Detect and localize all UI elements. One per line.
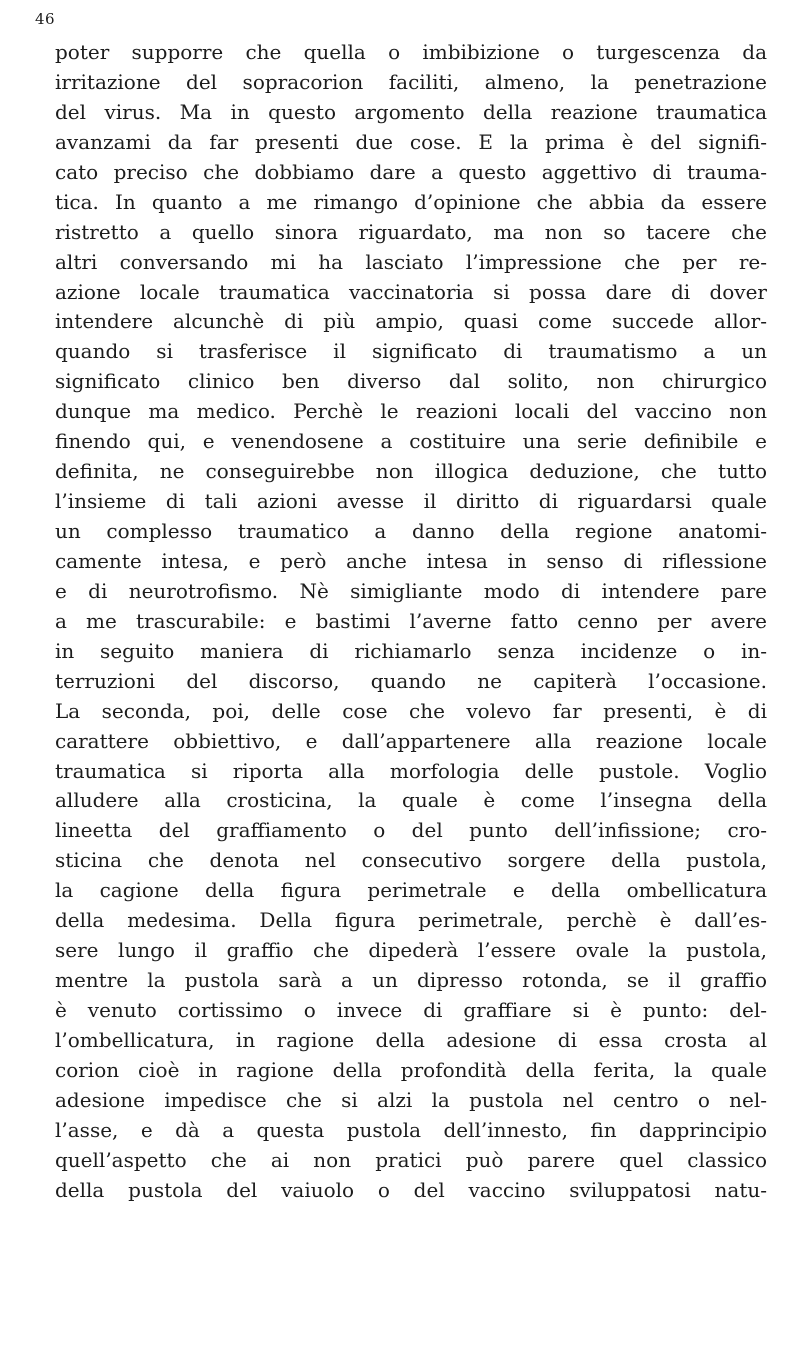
text-line: e di neurotrofismo. Nè simigliante modo di intendere pare bbox=[55, 578, 767, 603]
text-line: a me trascurabile: e bastimi l’averne fatto cenno per avere bbox=[55, 608, 767, 633]
text-line: tica. In quanto a me rimango d’opinione che abbia da essere bbox=[55, 189, 767, 214]
text-line: ristretto a quello sinora riguardato, ma non so tacere che bbox=[55, 219, 767, 244]
text-line: definita, ne conseguirebbe non illogica deduzione, che tutto bbox=[55, 459, 767, 484]
text-line: mentre la pustola sarà a un dipresso rotonda, se il graffio bbox=[55, 968, 767, 993]
text-line: traumatica si riporta alla morfologia delle pustole. Voglio bbox=[55, 758, 767, 783]
text-line: l’ombellicatura, in ragione della adesione di essa crosta al bbox=[55, 1027, 767, 1052]
text-line: del virus. Ma in questo argomento della reazione traumatica bbox=[55, 99, 767, 124]
text-line: sere lungo il graffio che dipederà l’essere ovale la pustola, bbox=[55, 938, 767, 963]
text-line: lineetta del graffiamento o del punto dell’infissione; cro- bbox=[55, 818, 767, 843]
text-line: sticina che denota nel consecutivo sorgere della pustola, bbox=[55, 848, 767, 873]
text-line: quando si trasferisce il significato di traumatismo a un bbox=[55, 339, 767, 364]
text-line: quell’aspetto che ai non pratici può parere quel classico bbox=[55, 1147, 767, 1172]
text-line: altri conversando mi ha lasciato l’impressione che per re- bbox=[55, 249, 767, 274]
text-line: cato preciso che dobbiamo dare a questo aggettivo di trauma- bbox=[55, 159, 767, 184]
text-line: la cagione della figura perimetrale e della ombellicatura bbox=[55, 878, 767, 903]
text-line: l’asse, e dà a questa pustola dell’innesto, fin dapprincipio bbox=[55, 1117, 767, 1142]
text-line: è venuto cortissimo o invece di graffiare si è punto: del- bbox=[55, 998, 767, 1022]
text-line: significato clinico ben diverso dal solito, non chirurgico bbox=[55, 369, 767, 394]
text-line: poter supporre che quella o imbibizione o turgescenza da bbox=[55, 40, 767, 64]
text-line: La seconda, poi, delle cose che volevo far presenti, è di bbox=[55, 698, 767, 723]
text-line: carattere obbiettivo, e dall’appartenere alla reazione locale bbox=[55, 728, 767, 753]
text-line: adesione impedisce che si alzi la pustola nel centro o nel- bbox=[55, 1087, 767, 1112]
text-line: camente intesa, e però anche intesa in senso di riflessione bbox=[55, 548, 767, 573]
body-text bbox=[55, 38, 767, 1206]
text-line: l’insieme di tali azioni avesse il diritto di riguardarsi quale bbox=[55, 489, 767, 514]
text-line: in seguito maniera di richiamarlo senza incidenze o in- bbox=[55, 638, 767, 663]
text-line: un complesso traumatico a danno della regione anatomi- bbox=[55, 519, 767, 543]
text-line: irritazione del sopracorion faciliti, almeno, la penetrazione bbox=[55, 69, 767, 94]
text-line: terruzioni del discorso, quando ne capiterà l’occasione. bbox=[55, 668, 767, 693]
text-line: avanzami da far presenti due cose. E la prima è del signifi- bbox=[55, 129, 767, 154]
text-line: finendo qui, e venendosene a costituire una serie definibile e bbox=[55, 429, 767, 454]
text-line: dunque ma medico. Perchè le reazioni locali del vaccino non bbox=[55, 399, 767, 424]
text-line: corion cioè in ragione della profondità della ferita, la quale bbox=[55, 1057, 767, 1082]
text-line: azione locale traumatica vaccinatoria si possa dare di dover bbox=[55, 279, 767, 304]
text-line: della pustola del vaiuolo o del vaccino sviluppatosi natu- bbox=[55, 1177, 767, 1202]
text-line: della medesima. Della figura perimetrale, perchè è dall’es- bbox=[55, 908, 767, 933]
page-number: 46 bbox=[35, 10, 56, 28]
text-line: intendere alcunchè di più ampio, quasi come succede allor- bbox=[55, 309, 767, 334]
text-line: alludere alla crosticina, la quale è come l’insegna della bbox=[55, 788, 767, 813]
